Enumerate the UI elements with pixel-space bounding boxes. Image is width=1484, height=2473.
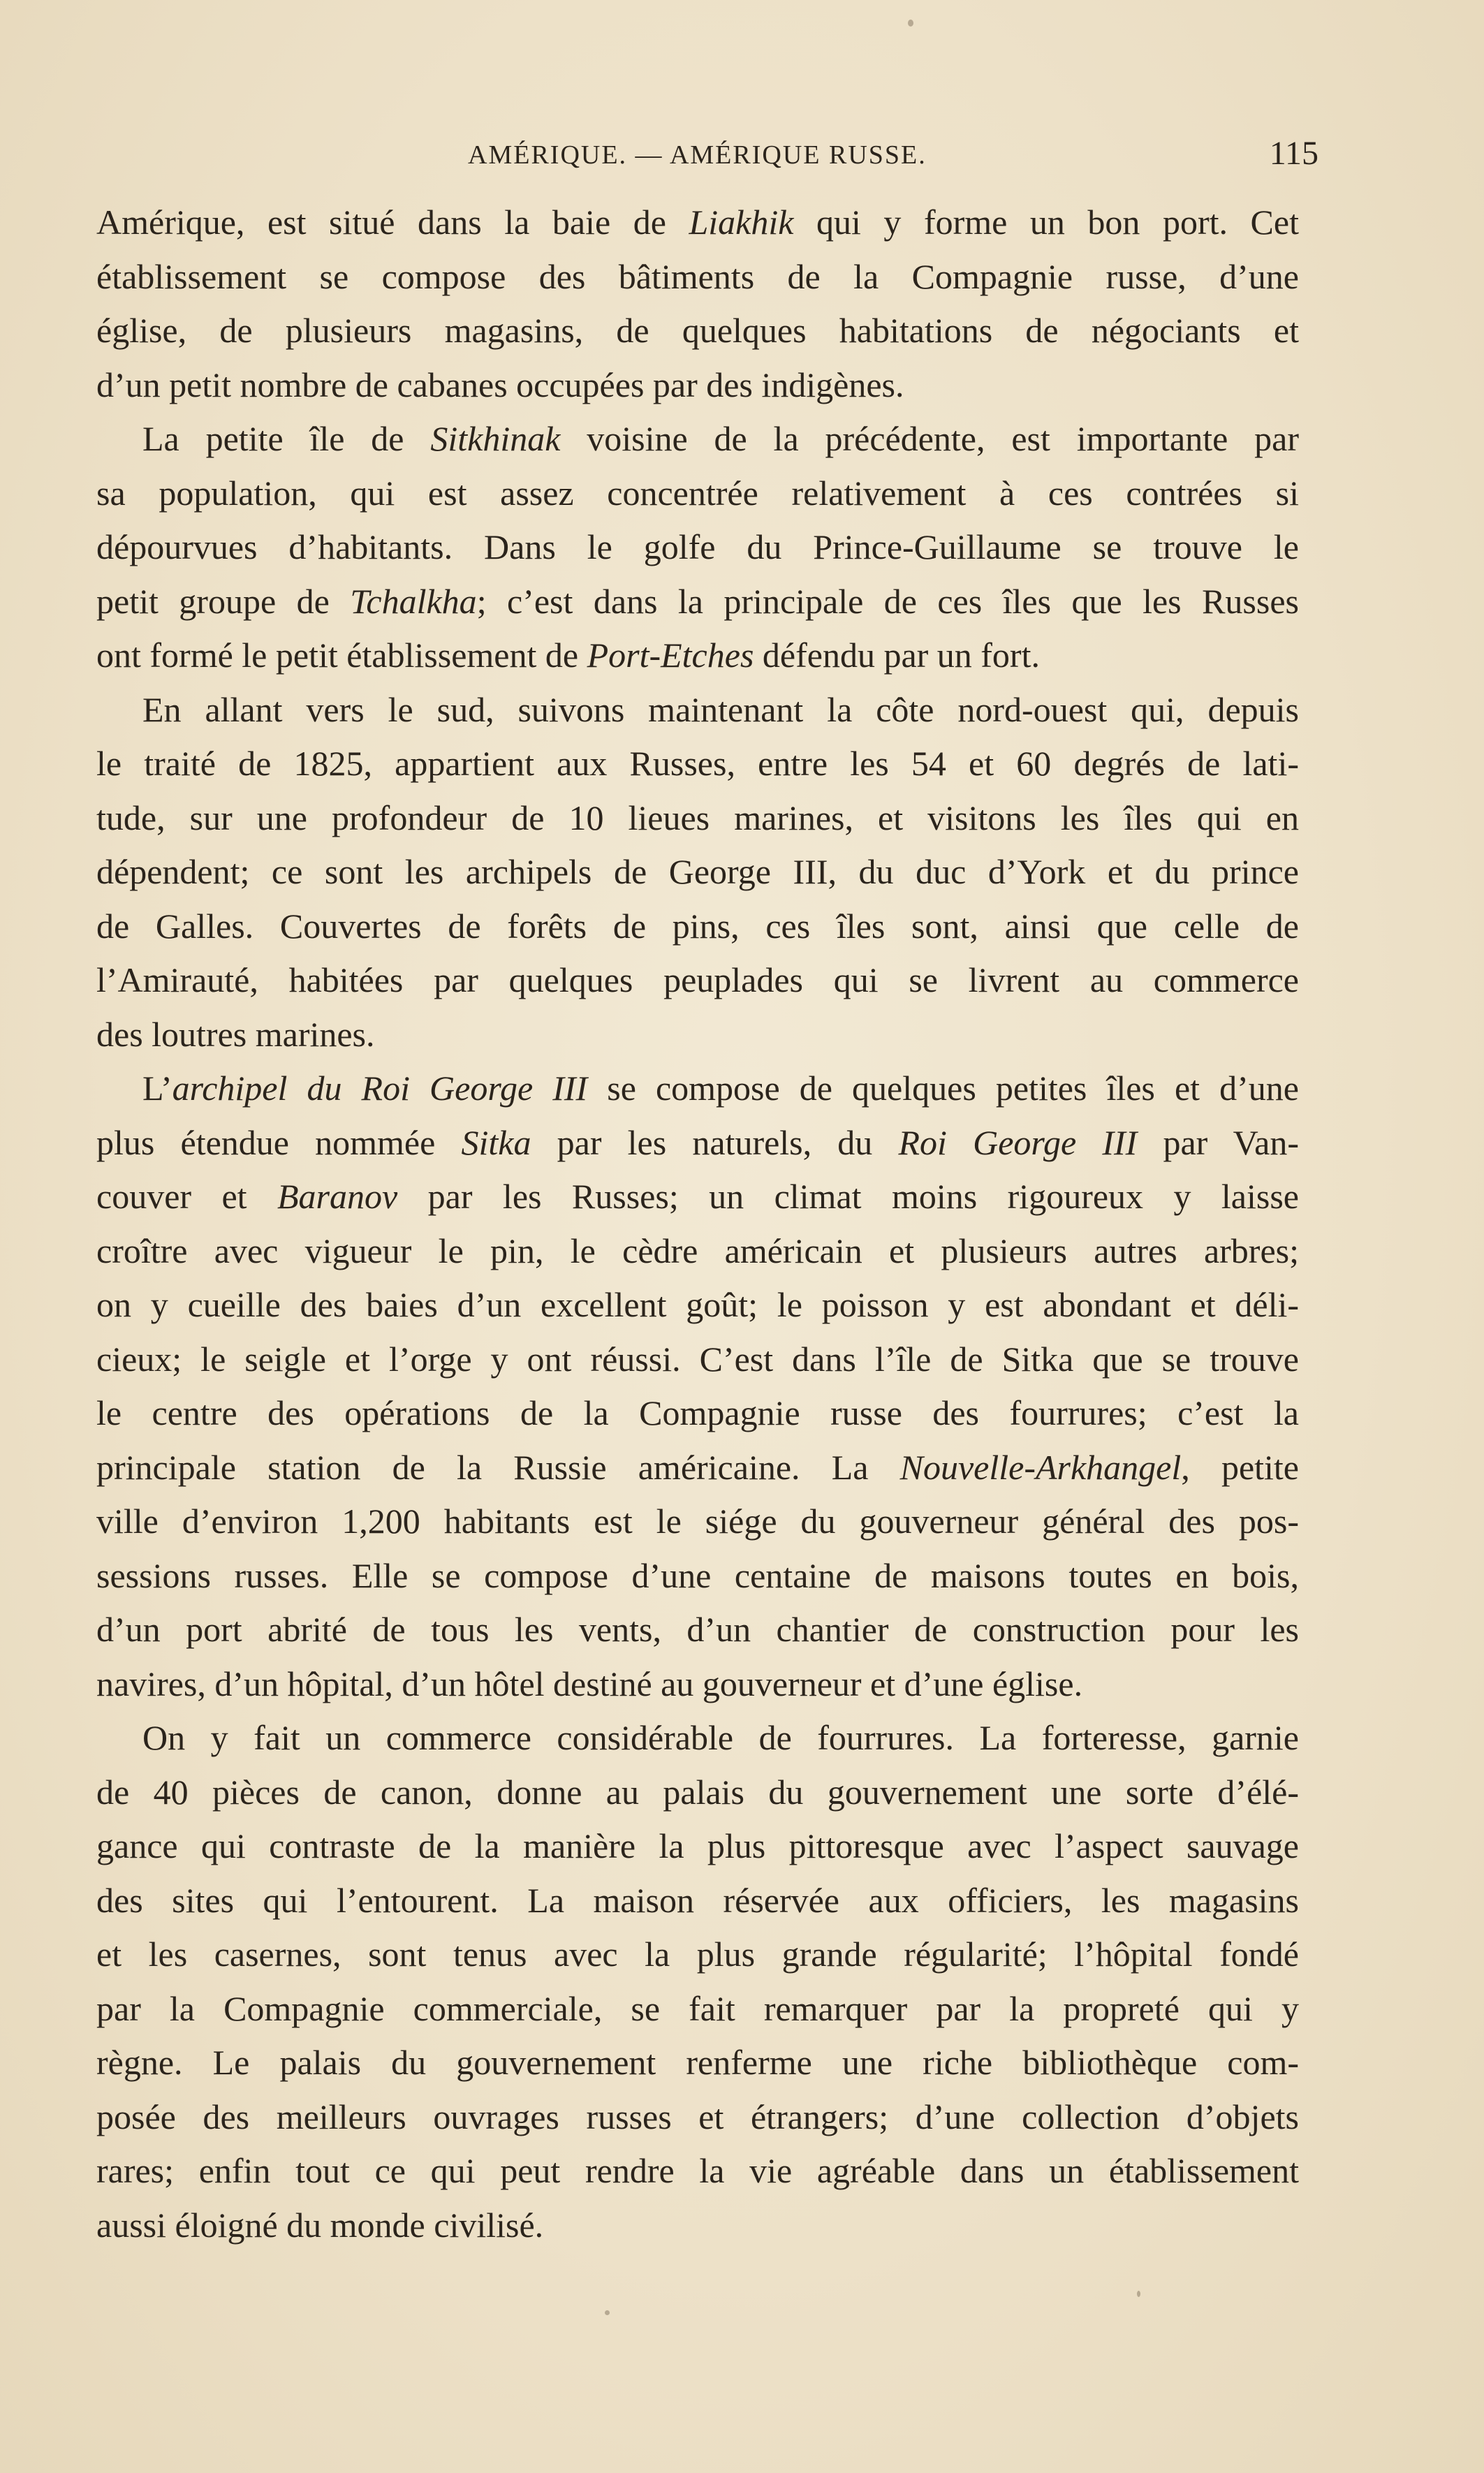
text-segment: On y fait un commerce considérable de fourrures. La forteresse, garnie: [142, 1718, 1299, 1757]
paragraph-start-line: [96, 412, 1299, 467]
paragraph-start-line: [96, 1711, 1299, 1766]
italic-term: Sitka: [461, 1122, 531, 1162]
text-segment: par la Compagnie commerciale, se fait remarquer par la propreté qui y: [96, 1988, 1299, 2028]
text-segment: voisine de la précédente, est importante par: [560, 419, 1299, 458]
text-line: [96, 575, 1299, 629]
running-head: AMÉRIQUE. — AMÉRIQUE RUSSE.: [468, 140, 927, 170]
ink-speck: [1137, 2291, 1140, 2297]
text-line: [96, 1333, 1299, 1387]
text-segment: d’un petit nombre de cabanes occupées par des indigènes.: [96, 365, 904, 404]
text-segment: de 40 pièces de canon, donne au palais du gouvernement une sorte d’élé-: [96, 1772, 1299, 1812]
page-header: [112, 129, 1318, 191]
text-segment: le centre des opérations de la Compagnie russe des fourrures; c’est la: [96, 1393, 1299, 1432]
text-line: [96, 1441, 1299, 1495]
text-line: [96, 1603, 1299, 1657]
body-text: [96, 196, 1299, 2252]
text-segment: et les casernes, sont tenus avec la plus grande régularité; l’hôpital fondé: [96, 1935, 1299, 1974]
italic-term: Liakhik: [689, 203, 794, 242]
text-segment: aussi éloigné du monde civilisé.: [96, 2205, 544, 2245]
page-number: 115: [1269, 135, 1318, 172]
text-segment: qui y forme un bon port. Cet: [793, 203, 1299, 242]
text-line: [96, 1386, 1299, 1441]
text-segment: Amérique, est situé dans la baie de: [96, 203, 689, 242]
text-line: [96, 1874, 1299, 1928]
text-line: [96, 304, 1299, 358]
text-segment: par Van-: [1137, 1122, 1299, 1162]
text-segment: principale station de la Russie américaine. La: [96, 1447, 900, 1487]
text-segment: croître avec vigueur le pin, le cèdre américain et plusieurs autres arbres;: [96, 1231, 1299, 1270]
text-segment: petit groupe de: [96, 581, 351, 621]
text-line: [96, 1549, 1299, 1604]
italic-term: Roi George III: [898, 1122, 1138, 1162]
text-line: [96, 2036, 1299, 2090]
italic-term: Baranov: [277, 1177, 398, 1216]
text-line: [96, 2144, 1299, 2199]
text-line: [96, 358, 1299, 413]
text-segment: de Galles. Couvertes de forêts de pins, ces îles sont, ainsi que celle de: [96, 906, 1299, 946]
text-line: [96, 1928, 1299, 1982]
text-segment: l’Amirauté, habitées par quelques peuplades qui se livrent au commerce: [96, 960, 1299, 999]
text-line: [96, 2199, 1299, 2253]
text-segment: sa population, qui est assez concentrée relativement à ces contrées si: [96, 473, 1299, 513]
text-segment: défendu par un fort.: [754, 636, 1040, 675]
text-line: [96, 1008, 1299, 1062]
text-line: [96, 196, 1299, 250]
text-segment: le traité de 1825, appartient aux Russes, entre les 54 et 60 degrés de lati-: [96, 744, 1299, 783]
text-segment: se compose de quelques petites îles et d’une: [587, 1069, 1299, 1108]
text-segment: cieux; le seigle et l’orge y ont réussi. C’est dans l’île de Sitka que se trouve: [96, 1339, 1299, 1379]
text-segment: par les Russes; un climat moins rigoureux y laisse: [397, 1177, 1299, 1216]
text-segment: plus étendue nommée: [96, 1122, 462, 1162]
text-segment: règne. Le palais du gouvernement renferme une riche bibliothèque com-: [96, 2043, 1299, 2082]
text-segment: rares; enfin tout ce qui peut rendre la vie agréable dans un établissement: [96, 2151, 1299, 2190]
text-segment: tude, sur une profondeur de 10 lieues marines, et visitons les îles qui en: [96, 798, 1299, 837]
text-line: [96, 1657, 1299, 1712]
text-line: [96, 1819, 1299, 1874]
text-segment: posée des meilleurs ouvrages russes et étrangers; d’une collection d’objets: [96, 2097, 1299, 2136]
text-segment: par les naturels, du: [531, 1122, 899, 1162]
text-line: [96, 1224, 1299, 1279]
text-line: [96, 737, 1299, 791]
text-segment: dépendent; ce sont les archipels de George III, du duc d’York et du prince: [96, 852, 1299, 891]
text-segment: gance qui contraste de la manière la plus pittoresque avec l’aspect sauvage: [96, 1826, 1299, 1865]
text-line: [96, 953, 1299, 1008]
text-line: [96, 1116, 1299, 1171]
text-line: [96, 1278, 1299, 1333]
text-segment: La petite île de: [142, 419, 431, 458]
text-segment: ont formé le petit établissement de: [96, 636, 587, 675]
italic-term: Nouvelle-Arkhangel: [899, 1447, 1182, 1487]
text-line: [96, 250, 1299, 304]
italic-term: archipel du Roi George III: [172, 1069, 588, 1108]
text-segment: établissement se compose des bâtiments de la Compagnie russe, d’une: [96, 256, 1299, 296]
text-line: [96, 520, 1299, 575]
text-line: [96, 845, 1299, 900]
text-segment: L’: [142, 1069, 172, 1108]
text-line: [96, 900, 1299, 954]
text-segment: , petite: [1181, 1447, 1299, 1487]
text-segment: sessions russes. Elle se compose d’une centaine de maisons toutes en bois,: [96, 1555, 1299, 1595]
text-segment: des sites qui l’entourent. La maison réservée aux officiers, les magasins: [96, 1880, 1299, 1920]
text-line: [96, 1982, 1299, 2037]
italic-term: Tchalkha: [350, 581, 477, 621]
text-line: [96, 2090, 1299, 2145]
text-segment: navires, d’un hôpital, d’un hôtel destiné au gouverneur et d’une église.: [96, 1664, 1083, 1703]
text-line: [96, 1495, 1299, 1549]
text-segment: couver et: [96, 1177, 277, 1216]
text-segment: d’un port abrité de tous les vents, d’un chantier de construction pour les: [96, 1610, 1299, 1649]
text-segment: En allant vers le sud, suivons maintenant la côte nord-ouest qui, depuis: [142, 689, 1299, 729]
paragraph-start-line: [96, 683, 1299, 738]
text-segment: église, de plusieurs magasins, de quelques habitations de négociants et: [96, 311, 1299, 350]
text-line: [96, 629, 1299, 683]
ink-speck: [908, 20, 913, 27]
italic-term: Sitkhinak: [430, 419, 561, 458]
text-segment: ville d’environ 1,200 habitants est le siége du gouverneur général des pos-: [96, 1502, 1299, 1541]
text-segment: ; c’est dans la principale de ces îles que les Russes: [476, 581, 1299, 621]
text-line: [96, 467, 1299, 521]
text-segment: des loutres marines.: [96, 1014, 375, 1054]
text-line: [96, 1766, 1299, 1820]
italic-term: Port-Etches: [587, 636, 754, 675]
text-line: [96, 791, 1299, 846]
text-line: [96, 1170, 1299, 1224]
text-segment: on y cueille des baies d’un excellent goût; le poisson y est abondant et déli-: [96, 1285, 1299, 1324]
ink-speck: [605, 2310, 610, 2315]
paragraph-start-line: [96, 1062, 1299, 1116]
text-segment: dépourvues d’habitants. Dans le golfe du Prince-Guillaume se trouve le: [96, 527, 1299, 566]
